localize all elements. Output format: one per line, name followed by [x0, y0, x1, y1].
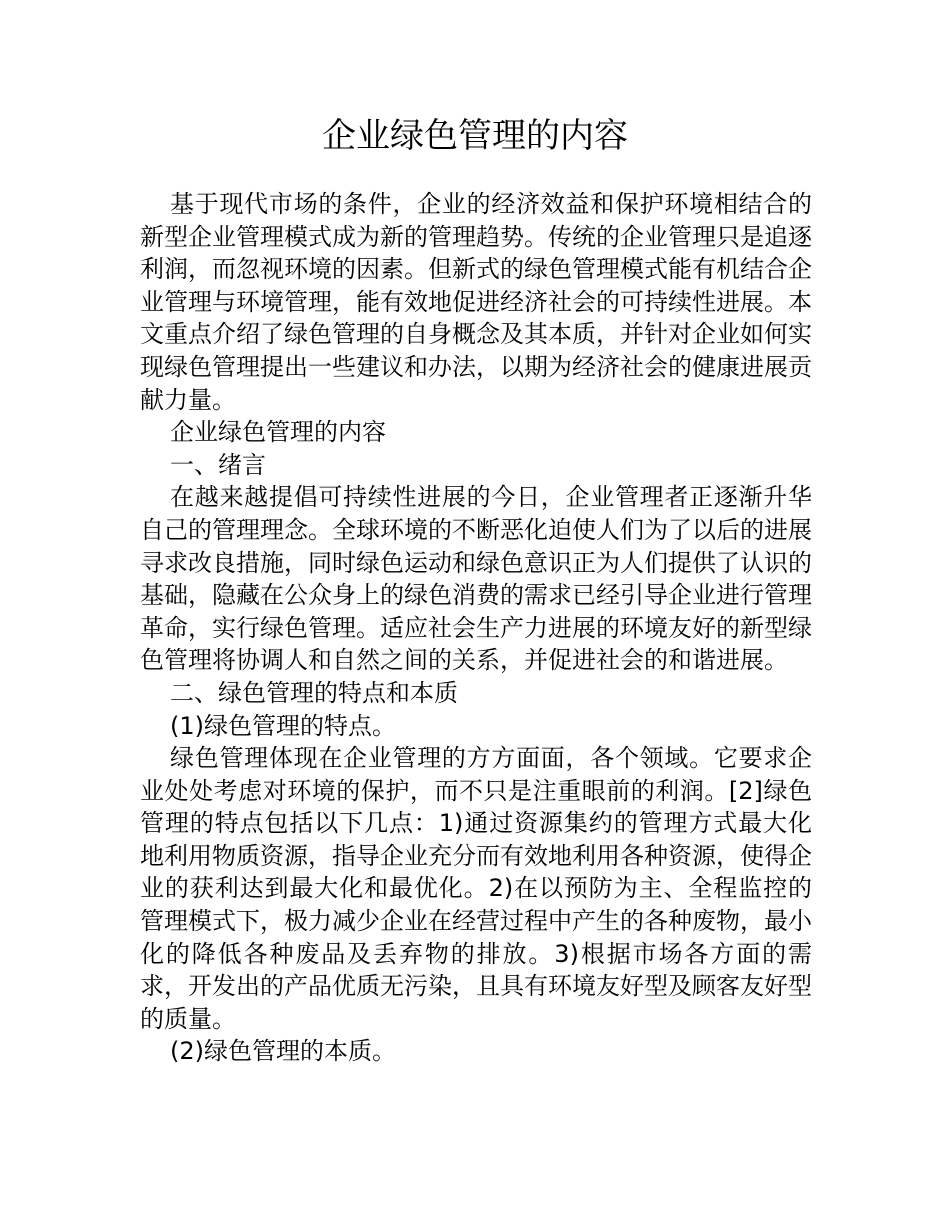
abstract-paragraph: 基于现代市场的条件，企业的经济效益和保护环境相结合的新型企业管理模式成为新的管理趋势。传统的企业管理只是追逐利润，而忽视环境的因素。但新式的绿色管理模式能有机结合企业管理与环境管理，能有效地促进经济社会的可持续性进展。本文重点介绍了绿色管理的自身概念及其本质，并针对企业如何实现绿色管理提出一些建议和办法，以期为经济社会的健康进展贡献力量。	[140, 190, 812, 414]
section-heading-main: 企业绿色管理的内容	[170, 418, 386, 447]
characteristics-paragraph: 绿色管理体现在企业管理的方方面面，各个领域。它要求企业处处考虑对环境的保护，而不只是注重眼前的利润。[2]绿色管理的特点包括以下几点：1)通过资源集约的管理方式最大化地利用物质资源，指导企业充分而有效地利用各种资源，使得企业的获利达到最大化和最优化。2)在以预防为主、全程监控的管理模式下，极力减少企业在经营过程中产生的各种废物，最小化的降低各种废品及丢弃物的排放。3)根据市场各方面的需求，开发出的产品优质无污染，且具有环境友好型及顾客友好型的质量。	[140, 744, 812, 1033]
document-body	[140, 188, 812, 1068]
document-title: 企业绿色管理的内容	[322, 116, 628, 156]
section-heading-features: 二、绿色管理的特点和本质	[170, 678, 458, 707]
subsection-heading-characteristics: (1)绿色管理的特点。	[170, 711, 396, 740]
subsection-heading-essence: (2)绿色管理的本质。	[170, 1037, 396, 1066]
section-heading-introduction: 一、绪言	[170, 450, 266, 479]
introduction-paragraph: 在越来越提倡可持续性进展的今日，企业管理者正逐渐升华自己的管理理念。全球环境的不断恶化迫使人们为了以后的进展寻求改良措施，同时绿色运动和绿色意识正为人们提供了认识的基础，隐藏在公众身上的绿色消费的需求已经引导企业进行管理革命，实行绿色管理。适应社会生产力进展的环境友好的新型绿色管理将协调人和自然之间的关系，并促进社会的和谐进展。	[140, 483, 812, 675]
